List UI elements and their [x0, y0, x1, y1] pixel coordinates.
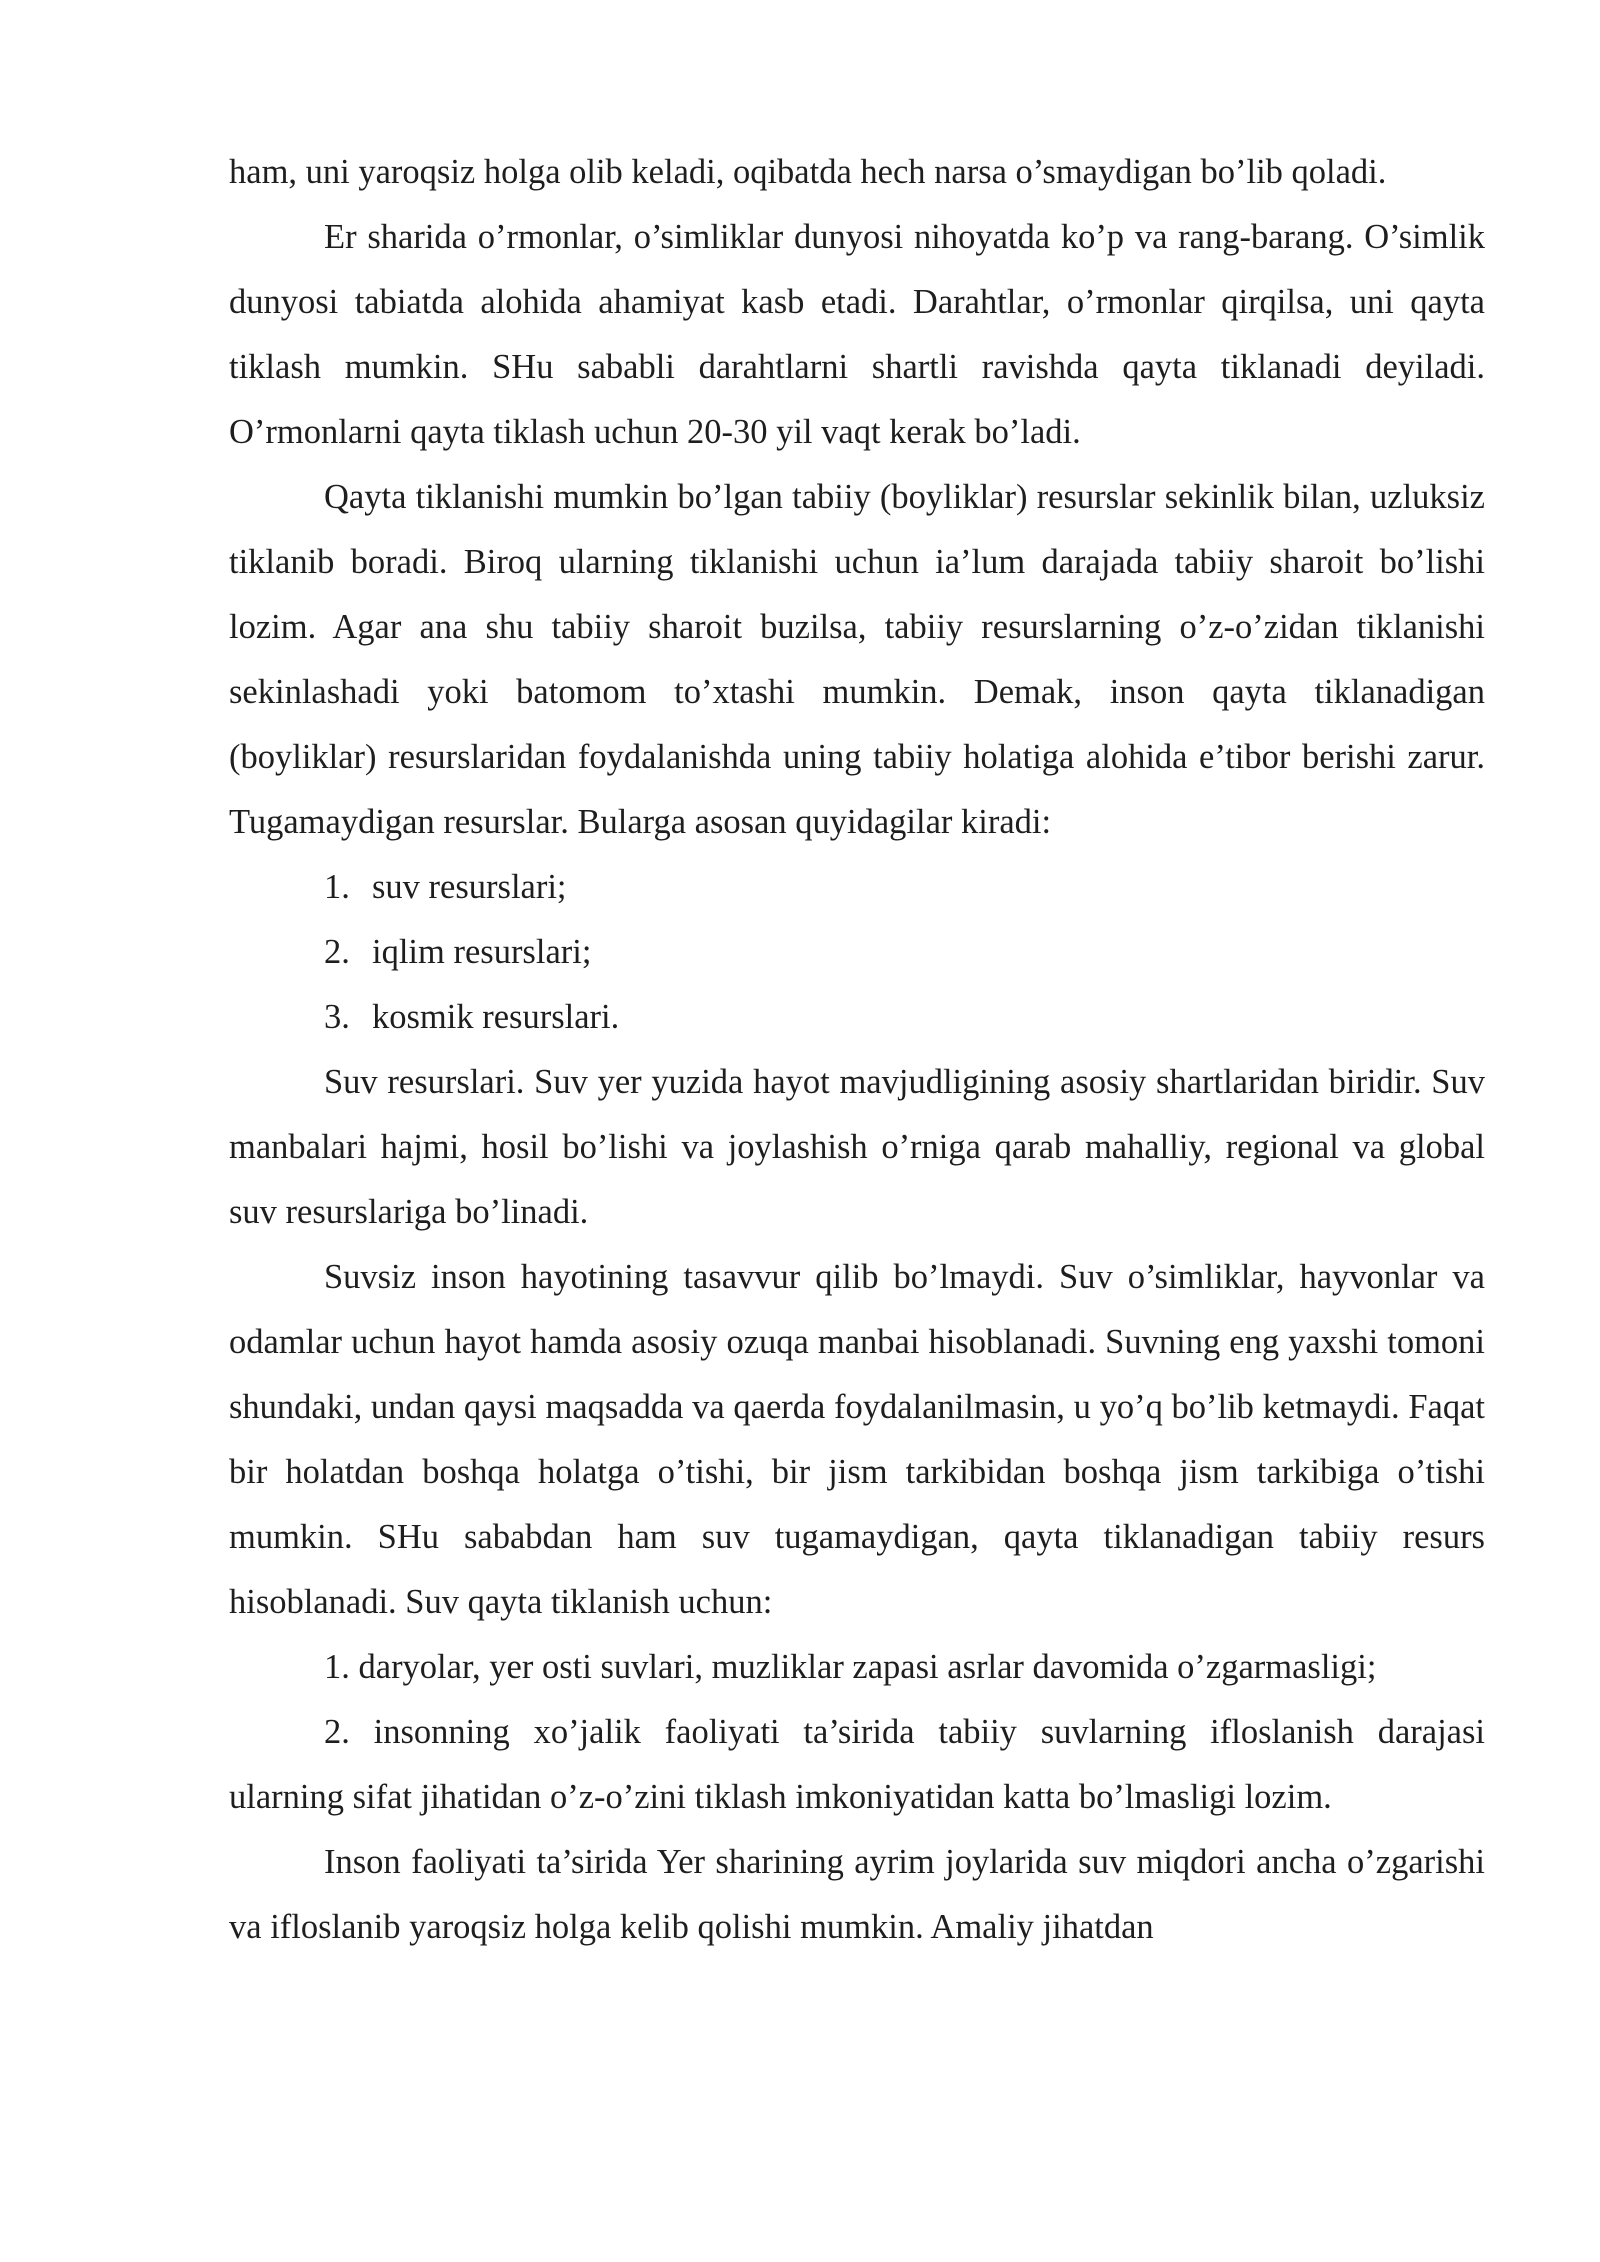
list-item-number: 3.: [324, 998, 350, 1036]
paragraph-forests: Er sharida o’rmonlar, o’simliklar dunyosi nihoyatda ko’p va rang-barang. O’simlik dunyosi tabiatda alohida ahamiyat kasb etadi. Darahtlar, o’rmonlar qirqilsa, uni qayta tiklash mumkin. SHu sababli darahtlarni shartli ravishda qayta tiklanadi deyiladi. O’rmonlarni qayta tiklash uchun 20-30 yil vaqt kerak bo’ladi.: [229, 218, 1485, 451]
document-page: [229, 140, 1485, 1960]
list-item: [229, 855, 1485, 920]
paragraph-condition-1: 1. daryolar, yer osti suvlari, muzliklar zapasi asrlar davomida o’zgarmasligi;: [324, 1648, 1377, 1686]
list-item-number: 2.: [324, 933, 350, 971]
paragraph-condition-2: 2. insonning xo’jalik faoliyati ta’sirida tabiiy suvlarning ifloslanish darajasi ularning sifat jihatidan o’z-o’zini tiklash imkoniyatidan katta bo’lmasligi lozim.: [229, 1713, 1485, 1816]
paragraph-renewable-resources: Qayta tiklanishi mumkin bo’lgan tabiiy (boyliklar) resurslar sekinlik bilan, uzluksiz tiklanib boradi. Biroq ularning tiklanishi uchun ia’lum darajada tabiiy sharoit bo’lishi lozim. Agar ana shu tabiiy sharoit buzilsa, tabiiy resurslarning o’z-o’zidan tiklanishi sekinlashadi yoki batomom to’xtashi mumkin. Demak, inson qayta tiklanadigan (boyliklar) resurslaridan foydalanishda uning tabiiy holatiga alohida e’tibor berishi zarur. Tugamaydigan resurslar. Bularga asosan quyidagilar kiradi:: [229, 478, 1485, 841]
list-item: [229, 985, 1485, 1050]
resource-list: [229, 855, 1485, 1050]
list-item-text: iqlim resurslari;: [372, 933, 592, 971]
list-item: [229, 920, 1485, 985]
paragraph-water-resources: Suv resurslari. Suv yer yuzida hayot mavjudligining asosiy shartlaridan biridir. Suv manbalari hajmi, hosil bo’lishi va joylashish o’rniga qarab mahalliy, regional va global suv resurslariga bo’linadi.: [229, 1063, 1485, 1231]
paragraph-continuation: ham, uni yaroqsiz holga olib keladi, oqibatda hech narsa o’smaydigan bo’lib qoladi.: [229, 153, 1387, 191]
paragraph-life-without-water: Suvsiz inson hayotining tasavvur qilib bo’lmaydi. Suv o’simliklar, hayvonlar va odamlar uchun hayot hamda asosiy ozuqa manbai hisoblanadi. Suvning eng yaxshi tomoni shundaki, undan qaysi maqsadda va qaerda foydalanilmasin, u yo’q bo’lib ketmaydi. Faqat bir holatdan boshqa holatga o’tishi, bir jism tarkibidan boshqa jism tarkibiga o’tishi mumkin. SHu sababdan ham suv tugamaydigan, qayta tiklanadigan tabiiy resurs hisoblanadi. Suv qayta tiklanish uchun:: [229, 1258, 1485, 1621]
list-item-text: kosmik resurslari.: [372, 998, 620, 1036]
paragraph-human-impact: Inson faoliyati ta’sirida Yer sharining ayrim joylarida suv miqdori ancha o’zgarishi va ifloslanib yaroqsiz holga kelib qolishi mumkin. Amaliy jihatdan: [229, 1843, 1485, 1946]
list-item-number: 1.: [324, 868, 350, 906]
list-item-text: suv resurslari;: [372, 868, 567, 906]
